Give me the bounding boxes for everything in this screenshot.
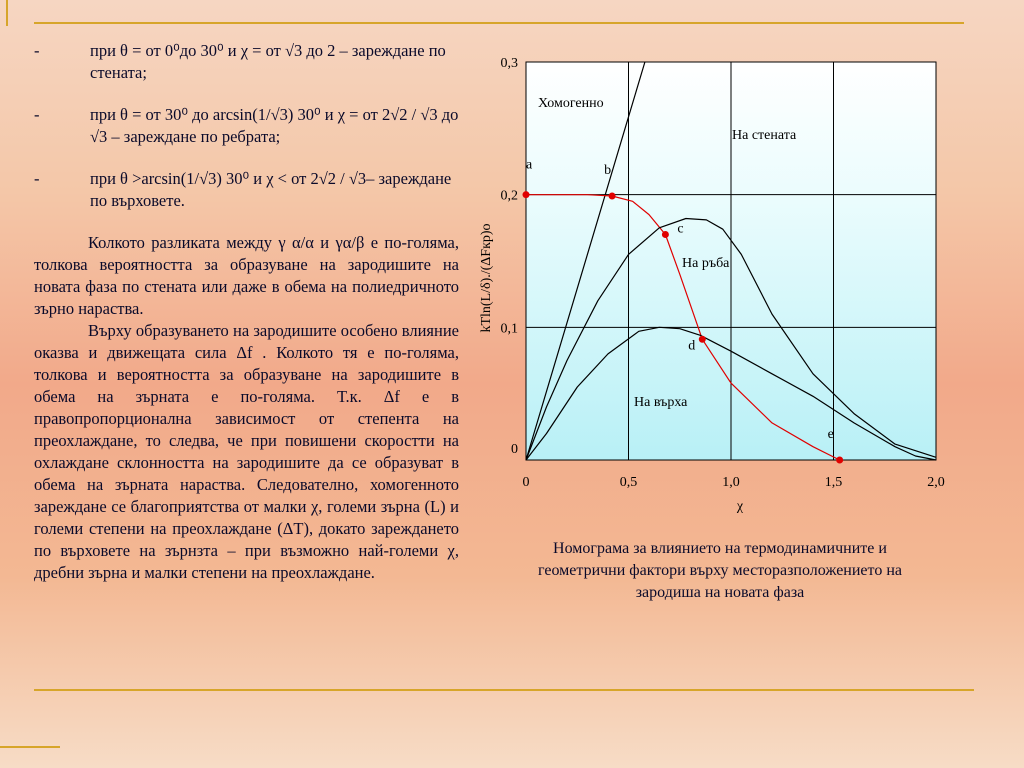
point-label-e: e <box>827 427 834 442</box>
top-rule <box>34 22 964 24</box>
bottom-left-rule <box>0 746 60 748</box>
chart-caption: Номограма за влиянието на термодинамичните и геометрични фактори върху месторазположението на зародиша на новата фаза <box>538 540 902 601</box>
point-label-a: a <box>526 157 533 173</box>
paragraph-1: Колкото разликата между γ α/α и γα/β е по-голяма, толкова вероятността за образуване на зародишите на новата фаза по стената или даже в обема на полиедричното зърно нараства. <box>34 233 459 318</box>
point-b <box>609 192 616 199</box>
point-d <box>699 336 706 343</box>
bullet-1-text: при θ = от 0⁰до 30⁰ и χ = от √3 до 2 – зареждане по стената; <box>90 41 446 82</box>
point-a <box>523 191 530 198</box>
region-label-vertex: На върха <box>634 395 688 410</box>
x-tick-label: 0 <box>522 475 530 490</box>
x-tick-label: 0,5 <box>619 475 638 490</box>
point-e <box>836 457 843 464</box>
bullet-3: - при θ >arcsin(1/√3) 30⁰ и χ < от 2√2 / √3– зареждане по върховете. <box>34 168 459 212</box>
left-rule <box>6 0 8 26</box>
x-tick-label: 1,5 <box>824 475 843 490</box>
point-label-d: d <box>688 338 696 354</box>
bullet-3-text: при θ >arcsin(1/√3) 30⁰ и χ < от 2√2 / √3– зареждане по върховете. <box>90 169 452 210</box>
region-label-edge: На ръба <box>682 256 730 271</box>
x-tick-label: 1,0 <box>722 475 740 490</box>
bullet-2-text: при θ = от 30⁰ до arcsin(1/√3) 30⁰ и χ = от 2√2 / √3 до √3 – зареждане по ребрата; <box>90 105 459 146</box>
paragraph-2: Върху образуването на зародишите особено влияние оказва и движещата сила Δf . Колкото тя е по-голяма, толкова и вероятността за образуване на зародишите в обема на зърната е по-голяма. Т.к. Δf е в правопропорционална зависимост от степента на преохлаждане, то следва, че при повишени скоростти на охлаждане склонността на зародишите да се образуват в обема на зърната нараства. Следователно, хомогенното зареждане се благоприятства от малки χ, големи зърна (L) и големи степени на преохлаждане (ΔT), докато зареждането по върховете на зърнзта – при възможно най-големи χ, дребни зърна и малки степени на преохлаждане. <box>34 321 459 582</box>
point-c <box>662 231 669 238</box>
y-tick-label: 0,1 <box>500 321 518 337</box>
y-tick-label: 0,3 <box>500 56 518 71</box>
y-tick-label: 0 <box>511 442 518 457</box>
x-tick-label: 2,0 <box>927 475 945 490</box>
bottom-rule <box>34 689 974 691</box>
point-label-b: b <box>604 162 612 178</box>
region-label-wall: На стената <box>732 128 797 143</box>
bullet-2: - при θ = от 30⁰ до arcsin(1/√3) 30⁰ и χ = от 2√2 / √3 до √3 – зареждане по ребрата; <box>34 105 459 146</box>
point-label-c: c <box>677 221 684 237</box>
y-tick-label: 0,2 <box>500 188 518 204</box>
x-axis-label: χ <box>736 499 744 514</box>
text-panel <box>34 40 459 584</box>
nomogram-chart <box>470 48 950 518</box>
bullet-1: - при θ = от 0⁰до 30⁰ и χ = от √3 до 2 – зареждане по стената; <box>34 40 459 84</box>
y-axis-label: kTln(L/δ)./(ΔFкр)о <box>479 223 494 333</box>
region-label-homogeneous: Хомогенно <box>538 96 604 111</box>
